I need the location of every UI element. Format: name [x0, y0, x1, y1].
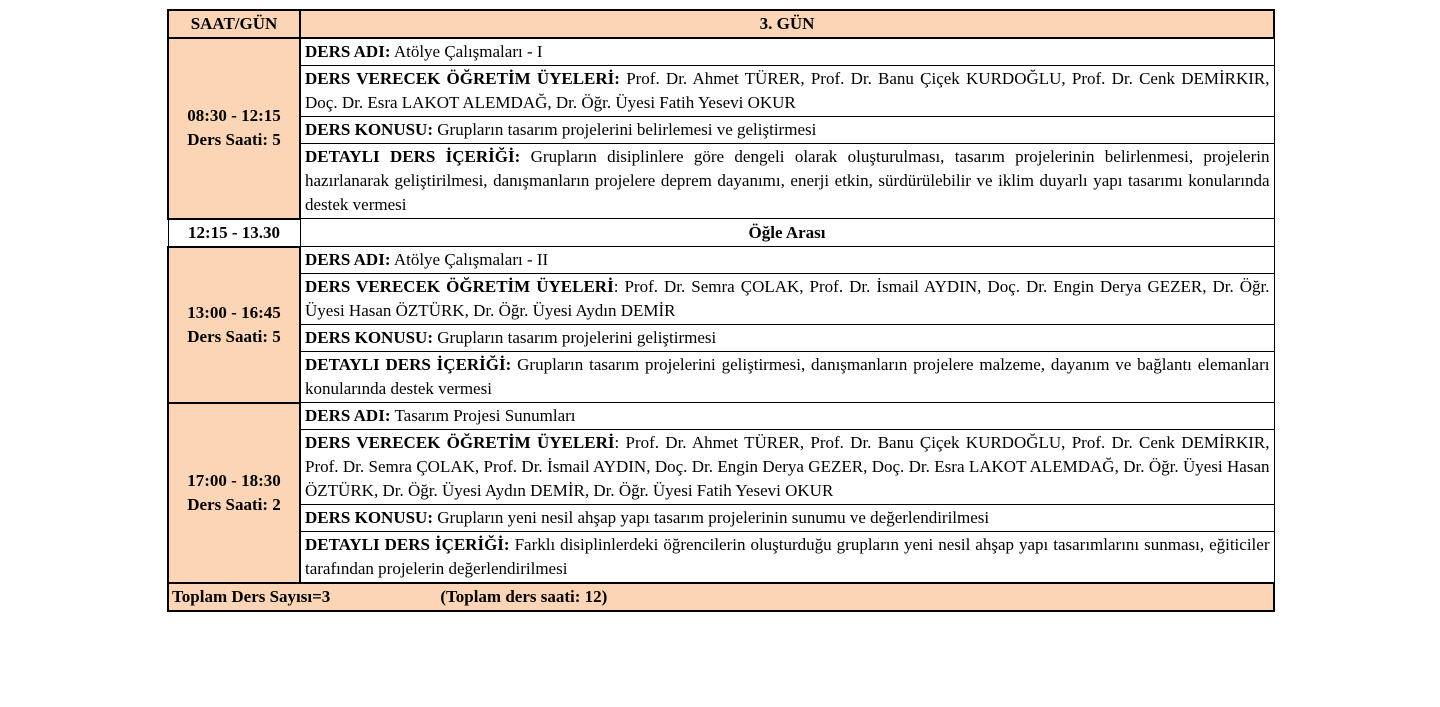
course-name: Atölye Çalışmaları - II [393, 250, 549, 269]
course-name: Atölye Çalışmaları - I [393, 42, 543, 61]
course-topic: Grupların yeni nesil ahşap yapı tasarım projelerinin sunumu ve değerlendirilmesi [437, 508, 990, 527]
instructors-cell [300, 66, 1274, 117]
session-time: 17:00 - 18:30 [187, 470, 281, 490]
course-topic-label: DERS KONUSU: [305, 508, 433, 527]
instructors-cell [300, 430, 1274, 505]
course-detail: Farklı disiplinlerdeki öğrencilerin oluşturduğu grupların yeni nesil ahşap yapı tasarımlarını sunması, eğiticiler tarafından projelerin değerlendirilmesi [305, 535, 1270, 578]
footer-row [168, 583, 1274, 611]
session-row [168, 532, 1274, 584]
total-courses: Toplam Ders Sayısı=3 [172, 587, 331, 606]
break-time: 12:15 - 13.30 [168, 219, 300, 247]
course-detail-label: DETAYLI DERS İÇERİĞİ: [305, 147, 521, 166]
session-row [168, 352, 1274, 403]
course-name-cell [300, 38, 1274, 66]
instructors: Prof. Dr. Ahmet TÜRER, Prof. Dr. Banu Çiçek KURDOĞLU, Prof. Dr. Cenk DEMİRKIR, Prof. Dr. Semra ÇOLAK, Prof. Dr. İsmail AYDIN, Doç. Dr. Engin Derya GEZER, Doç. Dr. Esra LAKOT ALEMDAĞ, Dr. Öğr. Üyesi Hasan ÖZTÜRK, Dr. Öğr. Üyesi Aydın DEMİR, Dr. Öğr. Üyesi Fatih Yesevi OKUR [305, 433, 1270, 500]
session-time-cell [168, 403, 300, 584]
session-hours: Ders Saati: 2 [187, 494, 281, 514]
session-row [168, 325, 1274, 352]
session-time-cell [168, 247, 300, 403]
course-topic: Grupların tasarım projelerini geliştirmesi [437, 328, 717, 347]
session-row [168, 430, 1274, 505]
time-column-header: SAAT/GÜN [168, 10, 300, 38]
course-topic-label: DERS KONUSU: [305, 120, 433, 139]
session-row [168, 505, 1274, 532]
session-row [168, 38, 1274, 66]
schedule-table [167, 9, 1275, 612]
course-topic-cell [300, 325, 1274, 352]
course-name-cell [300, 403, 1274, 430]
total-hours: (Toplam ders saati: 12) [440, 587, 608, 606]
course-topic-cell [300, 117, 1274, 144]
day-header: 3. GÜN [300, 10, 1274, 38]
course-detail: Grupların disiplinlere göre dengeli olarak oluşturulması, tasarım projelerinin belirlenmesi, projelerin hazırlanarak geliştirilmesi, danışmanların projelere deprem dayanımı, enerji etkin, sürdürülebilir ve iklim duyarlı yapı tasarımı konularında destek vermesi [305, 147, 1270, 214]
session-row [168, 403, 1274, 430]
instructors-label-colon: : [614, 69, 620, 88]
course-name-cell [300, 247, 1274, 274]
course-topic-cell [300, 505, 1274, 532]
instructors-label-colon: : [613, 277, 619, 296]
course-detail-cell [300, 532, 1274, 584]
course-name: Tasarım Projesi Sunumları [394, 406, 576, 425]
instructors-label [305, 277, 614, 296]
course-detail-cell [300, 144, 1274, 219]
instructors-cell [300, 274, 1274, 325]
instructors-label-text: DERS VERECEK ÖĞRETİM ÜYELERİ [305, 433, 615, 452]
break-row [168, 219, 1274, 247]
session-time: 13:00 - 16:45 [187, 302, 281, 322]
course-name-label: DERS ADI: [305, 250, 391, 269]
course-detail-label: DETAYLI DERS İÇERİĞİ: [305, 535, 510, 554]
session-hours: Ders Saati: 5 [187, 326, 281, 346]
session-row [168, 66, 1274, 117]
break-label: Öğle Arası [300, 219, 1274, 247]
session-hours: Ders Saati: 5 [187, 130, 281, 150]
session-row [168, 117, 1274, 144]
instructors-label-colon: : [614, 433, 620, 452]
instructors-label [305, 69, 620, 88]
session-row [168, 144, 1274, 219]
session-time-cell [168, 38, 300, 219]
session-row [168, 247, 1274, 274]
header-row [168, 10, 1274, 38]
instructors-label-text: DERS VERECEK ÖĞRETİM ÜYELERİ [305, 277, 614, 296]
session-time: 08:30 - 12:15 [187, 106, 281, 126]
course-detail-cell [300, 352, 1274, 403]
course-detail-label: DETAYLI DERS İÇERİĞİ: [305, 355, 512, 374]
session-row [168, 274, 1274, 325]
course-topic-label: DERS KONUSU: [305, 328, 433, 347]
instructors: Prof. Dr. Semra ÇOLAK, Prof. Dr. İsmail AYDIN, Doç. Dr. Engin Derya GEZER, Dr. Öğr. Üyesi Hasan ÖZTÜRK, Dr. Öğr. Üyesi Aydın DEMİR [305, 277, 1270, 320]
instructors: Prof. Dr. Ahmet TÜRER, Prof. Dr. Banu Çiçek KURDOĞLU, Prof. Dr. Cenk DEMİRKIR, Doç. Dr. Esra LAKOT ALEMDAĞ, Dr. Öğr. Üyesi Fatih Yesevi OKUR [305, 69, 1270, 112]
instructors-label [305, 433, 614, 452]
course-name-label: DERS ADI: [305, 42, 391, 61]
instructors-label-text: DERS VERECEK ÖĞRETİM ÜYELERİ [305, 69, 615, 88]
course-name-label: DERS ADI: [305, 406, 391, 425]
course-detail: Grupların tasarım projelerini geliştirmesi, danışmanların projelere malzeme, dayanım ve bağlantı elemanları konularında destek vermesi [305, 355, 1270, 398]
course-topic: Grupların tasarım projelerini belirlemesi ve geliştirmesi [437, 120, 817, 139]
totals-cell [168, 583, 1274, 611]
